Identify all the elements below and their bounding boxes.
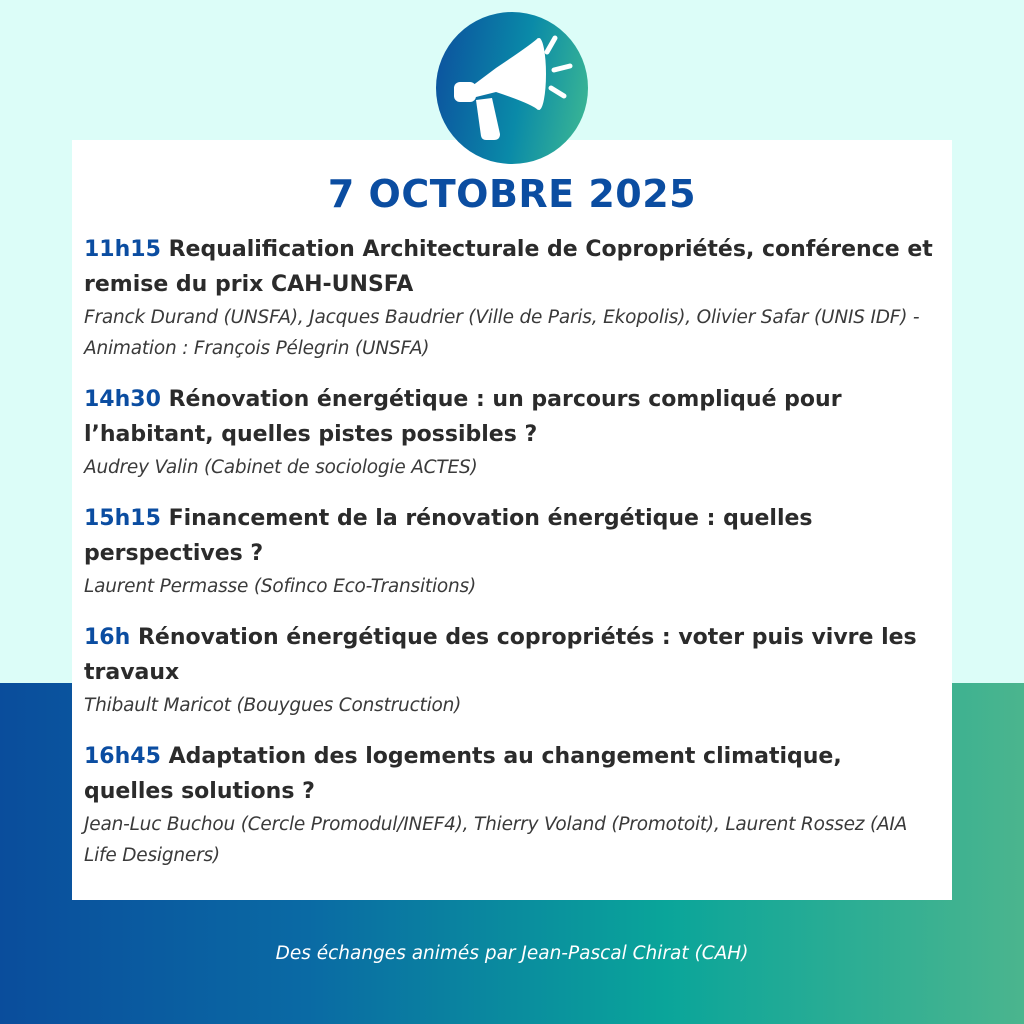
event-date: 7 OCTOBRE 2025 <box>327 172 697 216</box>
session-time: 15h15 <box>84 506 161 531</box>
session-title-line <box>84 232 934 302</box>
session-title-line <box>84 620 934 690</box>
session-time: 11h15 <box>84 237 161 262</box>
session-time: 16h45 <box>84 744 161 769</box>
megaphone-icon <box>436 12 588 164</box>
footer-note: Des échanges animés par Jean-Pascal Chirat (CAH) <box>275 943 749 964</box>
session-item <box>84 382 934 483</box>
megaphone-badge <box>436 12 588 164</box>
session-item <box>84 232 934 364</box>
session-title-line <box>84 501 934 571</box>
session-speakers: Franck Durand (UNSFA), Jacques Baudrier (Ville de Paris, Ekopolis), Olivier Safar (UNIS IDF) - Animation : François Pélegrin (UNSFA) <box>84 307 920 359</box>
session-list <box>84 232 934 889</box>
session-item <box>84 739 934 871</box>
session-item <box>84 501 934 602</box>
session-title: Rénovation énergétique des copropriétés : voter puis vivre les travaux <box>84 625 917 685</box>
session-speakers: Laurent Permasse (Sofinco Eco-Transitions) <box>84 576 476 597</box>
session-item <box>84 620 934 721</box>
session-time: 14h30 <box>84 387 161 412</box>
program-card <box>72 140 952 900</box>
session-speakers: Jean-Luc Buchou (Cercle Promodul/INEF4), Thierry Voland (Promotoit), Laurent Rossez (AIA Life Designers) <box>84 814 908 866</box>
session-title: Adaptation des logements au changement climatique, quelles solutions ? <box>84 744 842 804</box>
session-title: Financement de la rénovation énergétique : quelles perspectives ? <box>84 506 813 566</box>
session-time: 16h <box>84 625 131 650</box>
session-title: Requalification Architecturale de Copropriétés, conférence et remise du prix CAH-UNSFA <box>84 237 933 297</box>
session-speakers: Audrey Valin (Cabinet de sociologie ACTES) <box>84 457 478 478</box>
session-title: Rénovation énergétique : un parcours compliqué pour l’habitant, quelles pistes possibles ? <box>84 387 842 447</box>
session-speakers: Thibault Maricot (Bouygues Construction) <box>84 695 462 716</box>
session-title-line <box>84 382 934 452</box>
session-title-line <box>84 739 934 809</box>
